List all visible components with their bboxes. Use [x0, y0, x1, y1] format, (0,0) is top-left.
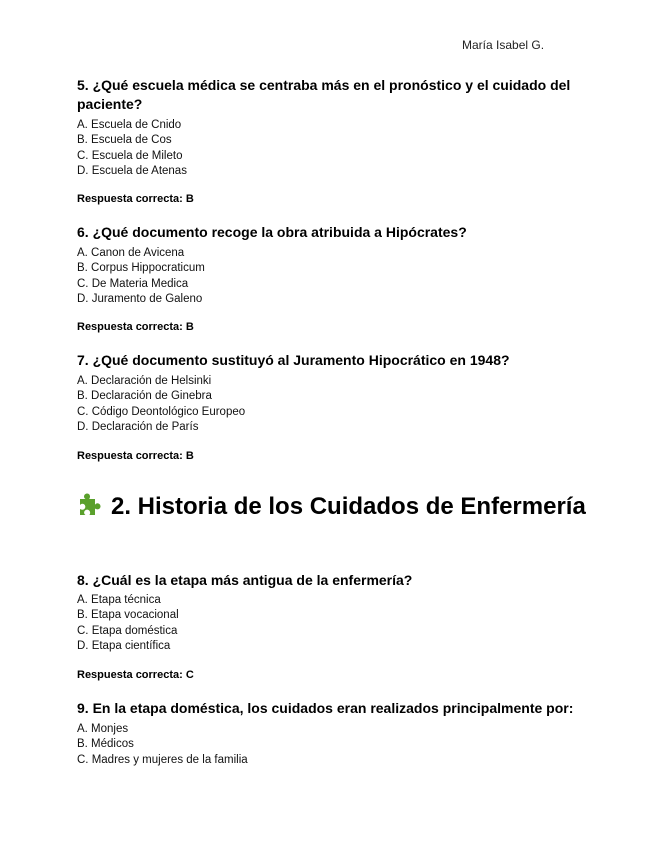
- option-b: B. Etapa vocacional: [77, 609, 179, 622]
- question-8-options: [77, 593, 179, 654]
- question-6-title: 6. ¿Qué documento recoge la obra atribuida a Hipócrates?: [77, 224, 467, 240]
- option-d: D. Declaración de París: [77, 420, 199, 433]
- option-a: A. Declaración de Helsinki: [77, 375, 212, 387]
- question-6-answer: Respuesta correcta: B: [77, 321, 194, 333]
- question-6-options: [77, 246, 205, 307]
- question-5-answer: Respuesta correcta: B: [77, 193, 194, 205]
- option-c: C. De Materia Medica: [77, 277, 189, 290]
- option-d: D. Juramento de Galeno: [77, 292, 203, 305]
- question-7-title: 7. ¿Qué documento sustituyó al Juramento Hipocrático en 1948?: [77, 352, 510, 368]
- option-b: B. Corpus Hippocraticum: [77, 262, 205, 275]
- section-heading: [77, 490, 597, 527]
- puzzle-piece-icon: [77, 490, 105, 527]
- option-b: B. Escuela de Cos: [77, 134, 172, 147]
- question-8-title: 8. ¿Cuál es la etapa más antigua de la enfermería?: [77, 572, 413, 588]
- question-9-options: [77, 722, 248, 768]
- option-c: C. Escuela de Mileto: [77, 149, 183, 162]
- section-title: 2. Historia de los Cuidados de Enfermería: [111, 493, 586, 520]
- option-a: A. Canon de Avicena: [77, 247, 185, 259]
- option-b: B. Declaración de Ginebra: [77, 390, 212, 403]
- option-a: A. Monjes: [77, 723, 129, 735]
- option-c: C. Código Deontológico Europeo: [77, 405, 246, 418]
- option-c: C. Madres y mujeres de la familia: [77, 753, 248, 766]
- question-5-title: 5. ¿Qué escuela médica se centraba más en el pronóstico y el cuidado del paciente?: [77, 77, 571, 112]
- author-name: María Isabel G.: [462, 38, 545, 52]
- question-5-options: [77, 118, 187, 179]
- option-d: D. Escuela de Atenas: [77, 164, 187, 177]
- option-b: B. Médicos: [77, 738, 134, 751]
- question-7-answer: Respuesta correcta: B: [77, 450, 194, 462]
- option-a: A. Etapa técnica: [77, 594, 161, 606]
- question-9-title: 9. En la etapa doméstica, los cuidados eran realizados principalmente por:: [77, 700, 574, 716]
- option-d: D. Etapa científica: [77, 639, 171, 652]
- option-c: C. Etapa doméstica: [77, 624, 178, 637]
- question-7-options: [77, 374, 245, 435]
- question-8-answer: Respuesta correcta: C: [77, 669, 194, 681]
- option-a: A. Escuela de Cnido: [77, 119, 182, 131]
